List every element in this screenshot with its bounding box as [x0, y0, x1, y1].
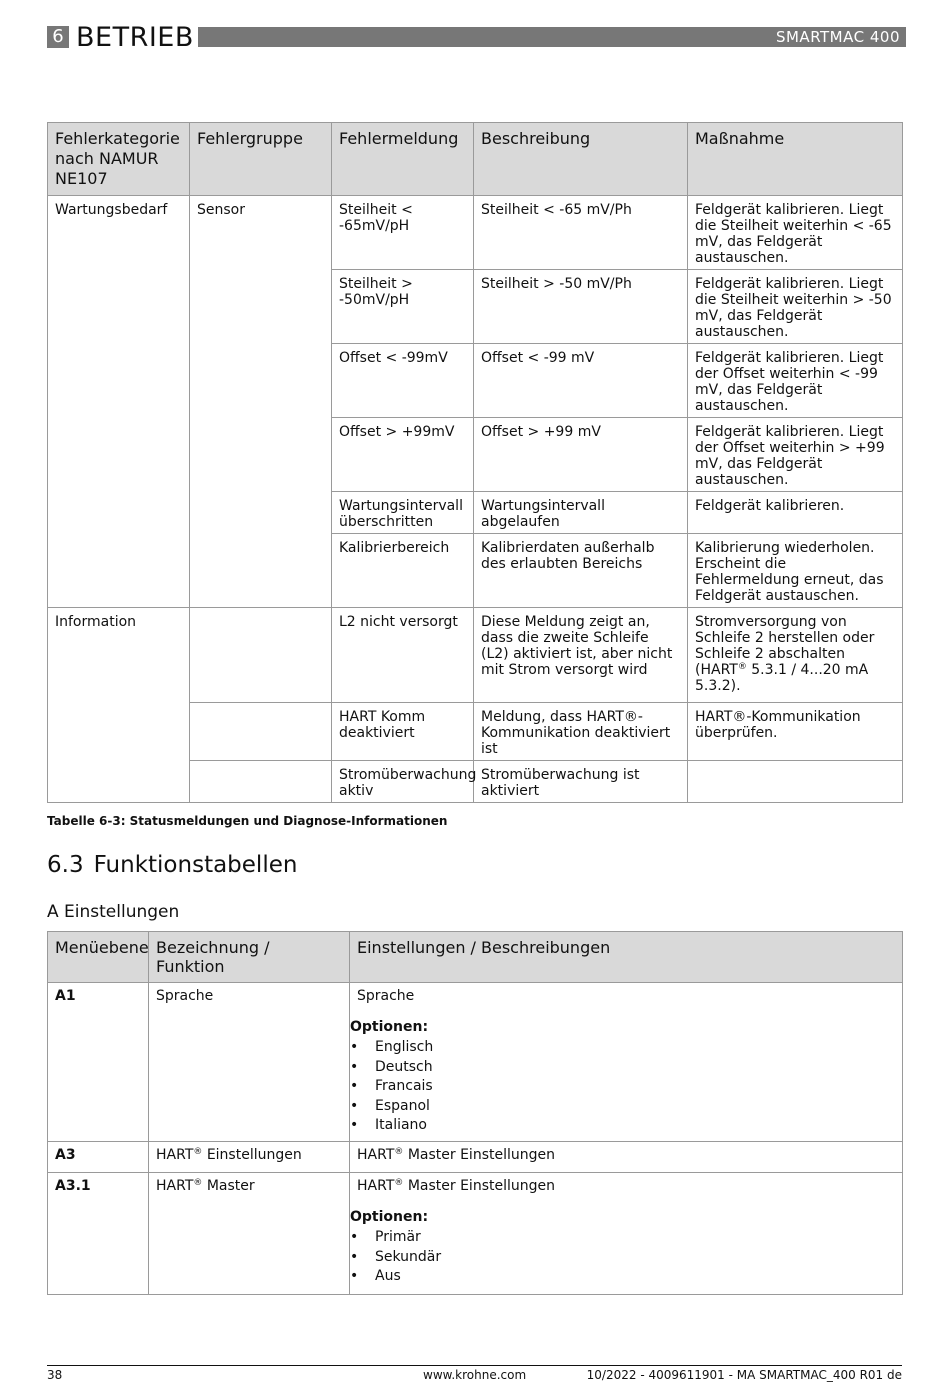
group-cell	[190, 761, 332, 803]
group-cell	[190, 703, 332, 761]
message-cell: Steilheit < -65mV/pH	[332, 196, 474, 270]
action-cell: HART®-Kommunikation überprüfen.	[688, 703, 903, 761]
table-row	[48, 1173, 903, 1295]
table-header-row	[48, 123, 903, 196]
document-id: 10/2022 - 4009611901 - MA SMARTMAC_400 R01 de	[586, 1368, 902, 1382]
description-cell: Stromüberwachung ist aktiviert	[474, 761, 688, 803]
category-cell: Wartungsbedarf	[48, 196, 190, 608]
message-cell: L2 nicht versorgt	[332, 608, 474, 703]
list-item: • Sekundär	[350, 1248, 895, 1268]
table-header-row	[48, 932, 903, 983]
action-cell: Feldgerät kalibrieren. Liegt der Offset weiterhin > +99 mV, das Feldgerät austauschen.	[688, 418, 903, 492]
group-cell: Sensor	[190, 196, 332, 608]
action-text: 5.3.1 / 4...20 mA 5.3.2).	[695, 662, 869, 694]
page-number: 38	[47, 1368, 63, 1382]
column-header: Bezeichnung / Funktion	[149, 932, 350, 983]
message-cell: HART Komm deaktiviert	[332, 703, 474, 761]
setting-text: HART	[357, 1147, 395, 1163]
description-cell: Offset < -99 mV	[474, 344, 688, 418]
setting-text: Master Einstellungen	[403, 1178, 555, 1194]
table-row	[48, 983, 903, 1142]
website-link[interactable]: www.krohne.com	[423, 1368, 527, 1382]
setting-cell	[350, 1142, 903, 1173]
column-header: Beschreibung	[474, 123, 688, 196]
setting-text: Master Einstellungen	[403, 1147, 555, 1163]
name-text: HART	[156, 1147, 194, 1163]
message-cell: Stromüberwachung aktiv	[332, 761, 474, 803]
message-cell: Steilheit > -50mV/pH	[332, 270, 474, 344]
message-cell: Kalibrierbereich	[332, 534, 474, 608]
settings-table	[47, 931, 903, 1295]
table-row	[48, 1142, 903, 1173]
description-cell: Meldung, dass HART®-Kommunikation deaktiviert ist	[474, 703, 688, 761]
table-caption: Tabelle 6-3: Statusmeldungen und Diagnose-Informationen	[47, 814, 448, 828]
list-item: • Deutsch	[350, 1058, 895, 1078]
group-cell	[190, 608, 332, 703]
list-item: • Francais	[350, 1077, 895, 1097]
message-cell: Offset < -99mV	[332, 344, 474, 418]
name-text: HART	[156, 1178, 194, 1194]
registered-mark: ®	[737, 662, 747, 672]
function-name	[149, 1173, 350, 1295]
message-cell: Offset > +99mV	[332, 418, 474, 492]
section-heading	[47, 852, 297, 878]
name-text: Master	[202, 1178, 255, 1194]
table-row	[48, 196, 903, 270]
column-header: Fehlermeldung	[332, 123, 474, 196]
section-title: Funktionstabellen	[93, 852, 298, 878]
registered-mark: ®	[193, 1178, 203, 1188]
product-name: SMARTMAC 400	[775, 28, 900, 46]
setting-title: Sprache	[357, 988, 415, 1004]
list-item: • Englisch	[350, 1038, 895, 1058]
description-cell: Diese Meldung zeigt an, dass die zweite Schleife (L2) aktiviert ist, aber nicht mit Strom versorgt wird	[474, 608, 688, 703]
column-header: Fehlergruppe	[190, 123, 332, 196]
list-item: • Primär	[350, 1228, 895, 1248]
chapter-number: 6	[47, 26, 69, 48]
column-header: Fehlerkategorie nach NAMUR NE107	[48, 123, 190, 196]
registered-mark: ®	[193, 1147, 203, 1157]
action-cell: Feldgerät kalibrieren. Liegt die Steilheit weiterhin < -65 mV, das Feldgerät austauschen.	[688, 196, 903, 270]
column-header: Menüebene	[48, 932, 149, 983]
list-item: • Aus	[350, 1267, 895, 1287]
description-cell: Wartungsintervall abgelaufen	[474, 492, 688, 534]
action-cell: Kalibrierung wiederholen. Erscheint die Fehlermeldung erneut, das Feldgerät austauschen.	[688, 534, 903, 608]
options-label: Optionen:	[350, 1019, 429, 1035]
menu-level: A3.1	[48, 1173, 149, 1295]
status-table	[47, 122, 903, 803]
options-list	[350, 1038, 895, 1136]
chapter-title: BETRIEB	[76, 22, 194, 53]
setting-title	[357, 1177, 895, 1196]
header-bar	[198, 27, 906, 47]
setting-text: HART	[357, 1178, 395, 1194]
options-label: Optionen:	[350, 1209, 429, 1225]
description-cell: Kalibrierdaten außerhalb des erlaubten Bereichs	[474, 534, 688, 608]
action-cell: Feldgerät kalibrieren.	[688, 492, 903, 534]
page-header	[47, 22, 906, 53]
description-cell: Steilheit < -65 mV/Ph	[474, 196, 688, 270]
setting-cell	[350, 1173, 903, 1295]
table-row	[48, 608, 903, 703]
registered-mark: ®	[394, 1147, 404, 1157]
name-text: Einstellungen	[202, 1147, 302, 1163]
action-cell: Feldgerät kalibrieren. Liegt der Offset weiterhin < -99 mV, das Feldgerät austauschen.	[688, 344, 903, 418]
category-cell: Information	[48, 608, 190, 803]
menu-level: A3	[48, 1142, 149, 1173]
subsection-heading: A Einstellungen	[47, 902, 180, 922]
options-list	[350, 1228, 895, 1287]
description-cell: Steilheit > -50 mV/Ph	[474, 270, 688, 344]
column-header: Maßnahme	[688, 123, 903, 196]
action-cell	[688, 761, 903, 803]
description-cell: Offset > +99 mV	[474, 418, 688, 492]
setting-cell	[350, 983, 903, 1142]
function-name	[149, 1142, 350, 1173]
message-cell: Wartungsintervall überschritten	[332, 492, 474, 534]
menu-level: A1	[48, 983, 149, 1142]
list-item: • Espanol	[350, 1097, 895, 1117]
section-number: 6.3	[47, 852, 84, 878]
function-name: Sprache	[149, 983, 350, 1142]
action-cell	[688, 608, 903, 703]
registered-mark: ®	[394, 1178, 404, 1188]
list-item: • Italiano	[350, 1116, 895, 1136]
action-text: Stromversorgung von Schleife 2 herstellen oder Schleife 2 abschalten (HART	[695, 614, 875, 678]
column-header: Einstellungen / Beschreibungen	[350, 932, 903, 983]
action-cell: Feldgerät kalibrieren. Liegt die Steilheit weiterhin > -50 mV, das Feldgerät austauschen.	[688, 270, 903, 344]
page-footer	[47, 1365, 902, 1386]
